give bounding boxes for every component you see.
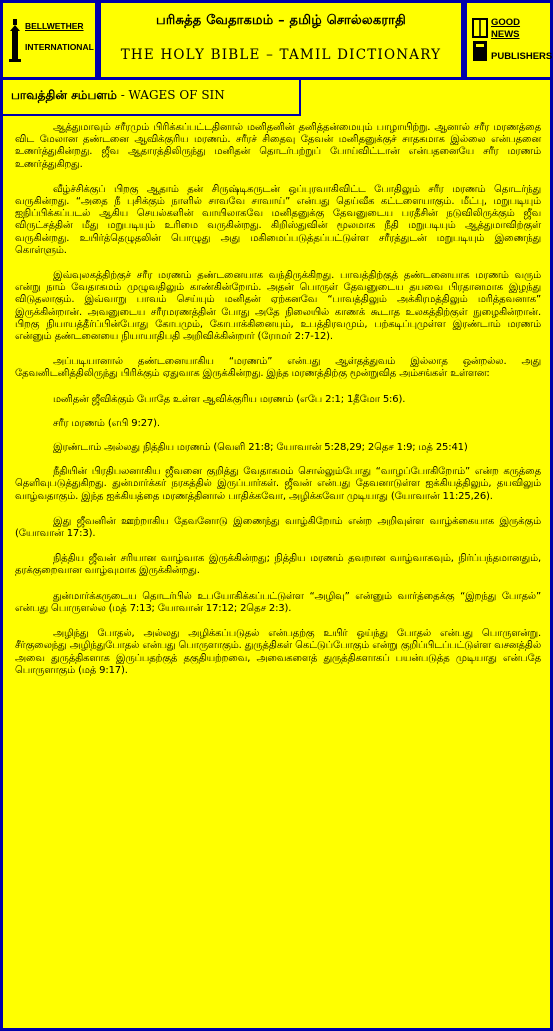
good-news-logo-line2: PUBLISHERS bbox=[491, 51, 553, 62]
good-news-logo-line1: GOOD NEWS bbox=[491, 17, 521, 40]
paragraph: வீழ்ச்சிக்குப் பிறகு ஆதாம் தன் சிருஷ்டிகருடன் ஒப்புரவாகிவிட்ட போதிலும் சரீர மரணம் தொடர்ந்து வருகின்றது. “அதை நீ புசிக்கும் நாளில் சாவவே சாவாய்” என்பது தெய்வீக கட்டளையாகும். மீட்பு, மறுபடியும் ஐநிப்பிக்கப்படல் ஆகிய செயல்களின் வாயிலாகவே மனிதனுக்கு தேவனுடைய பரதீசின் நடுவிலிருக்கும் ஜீவ விருட்சத்தின் மீது மறுபடியும் உரிமை வருகின்றது. கிறிஸ்துவின் மூலமாக நீதி மறுபடியும் ஆத்துமாவிற்குள் வருகின்றது. உயிர்த்தெழுதலின் பொழுது அது மகிமைப்படுத்தப்பட்டுள்ள சரீரத்துடன் மறுபடியும் இணைந்து கொள்ளும். bbox=[15, 183, 541, 256]
bellwether-icon bbox=[8, 19, 22, 63]
bellwether-logo-line1: BELLWETHER bbox=[25, 21, 84, 31]
paragraph: அப்படியானால் தண்டனையாகிய “மரணம்” என்பது ஆள்தத்துவம் இல்லாத ஒன்றல்ல. அது தேவனிடனித்திலிருந்து பிரிக்கும் ஏதுவாக இருக்கின்றது. இந்த மரணத்திற்கு மூன்றுவித அம்சங்கள் உள்ளன: bbox=[15, 356, 541, 380]
aspect-item: மனிதன் ஜீவிக்கும் போதே உள்ள ஆவிக்குரிய மரணம் (எபே 2:1; 1தீமோ 5:6). bbox=[53, 393, 406, 405]
paragraph: இது ஜீவனின் ஊற்றாகிய தேவனோடு இணைந்து வாழ்கிறோம் என்ற அறிவுள்ள வாழ்க்கையாக இருக்கும் (யோவான் 17:3). bbox=[15, 515, 541, 540]
good-news-logo-text bbox=[491, 17, 553, 63]
good-news-logo[interactable] bbox=[467, 3, 553, 77]
paragraph: துன்மார்க்கருடைய தொடர்பில் உபயோகிக்கப்பட்டுள்ள “அழிவு” என்னும் வார்த்தைக்கு “இறந்து போதல்” என்பது பொருளல்ல (மத் 7:13; யோவான் 17:12; 2தெச 2:3). bbox=[15, 590, 541, 614]
paragraph: அழிந்து போதல், அல்லது அழிக்கப்படுதல் என்பதற்கு உயிர் ஒய்ந்து போதல் என்பது பொருளன்று. சீர்குலைந்து அழிந்துபோதல் என்பது பொருளாகும். துருத்திகள் கெட்டுப்போகும் என்று குறிப்பிடப்பட்டுள்ள வசனத்தில் அவை துருத்திகளாக இருப்பதற்குத் தகுதியற்றவை, அவைகளைத் துருத்திகளாகப் பயன்படுத்த முடியாது என்பதே பொருளாகும் (மத் 9:17). bbox=[15, 628, 541, 676]
bellwether-logo[interactable] bbox=[3, 3, 95, 77]
aspect-item: சரீர மரணம் (எபி 9:27). bbox=[53, 417, 160, 429]
header-title-box bbox=[101, 3, 461, 77]
paragraph: நித்திய ஜீவன் சரியான வாழ்வாக இருக்கின்றது; நித்திய மரணம் தவறான வாழ்வாகவும், நிர்ப்பந்தமானதும், தரக்குறைவான வாழ்வுமாக இருக்கின்றது. bbox=[15, 553, 541, 577]
paragraph: ஆத்துமாவும் சரீரமும் பிரிக்கப்பட்டதினால் மனிதனின் தனித்தன்மையும் பாழாயிற்று. ஆனால் சரீர மரணத்தை விட மேலான தண்டனை ஆவிக்குரிய மரணம். சரீரச் சிதைவு தேவன் மனிதனுக்குச் சாதகமாக இல்லை என்பதனை உணர்த்துகின்றது. ஜீவ ஆதாரத்திலிருந்து மனிதன் தொடர்பற்றுப் போய்விட்டான் என்பதனையே சரீர மரணம் உணர்த்துகிறது. bbox=[15, 122, 541, 170]
paragraph: இவ்வுலகத்திற்குச் சரீர மரணம் தண்டனையாக வந்திருக்கிறது. பாவத்திற்குத் தண்டனையாக மரணம் வரும் என்று நாம் வேதாகமம் முழுவதிலும் காண்கின்றோம். அதன் பொருள் தேவனுடைய தயவை பிரதானமாக இழந்து விடுதலாகும். இவ்வாறு பாவம் செய்யும் மனிதன் ஏற்கனவே “பாவத்திலும் அக்கிரமத்திலும் மரித்தவனாக” இருக்கின்றான். அவனுடைய சரீரமரணத்தின் போது அதே நிலையில் காணக் கூடாத உலகத்திற்குள் நுழைகின்றான். பிறகு நியாயத்தீர்ப்பின்போது கோபமும், கோபாக்கினையும், உபத்திரவமும், பற்கடிப்புமுள்ள இரண்டாம் மரணம் என்னும் தண்டனையை நியாயாதிபதி அறிவிக்கின்றார் (ரோமர் 2:7-12). bbox=[15, 270, 541, 343]
section-title bbox=[3, 80, 301, 116]
bellwether-logo-line2: INTERNATIONAL bbox=[25, 42, 94, 52]
bellwether-logo-text bbox=[25, 21, 94, 53]
title-tamil: பரிசுத்த வேதாகமம் – தமிழ் சொல்லகராதி bbox=[156, 13, 406, 28]
article-body bbox=[15, 122, 541, 690]
title-english: THE HOLY BIBLE – TAMIL DICTIONARY bbox=[120, 47, 442, 63]
book-icon bbox=[471, 17, 489, 63]
section-title-tamil: பாவத்தின் சம்பளம் bbox=[11, 88, 117, 102]
section-title-english: - WAGES OF SIN bbox=[116, 88, 225, 102]
aspect-item: இரண்டாம் அல்லது நித்திய மரணம் (வெளி 21:8; யோவான் 5:28,29; 2தெச 1:9; மத் 25:41) bbox=[53, 442, 468, 454]
main-panel bbox=[3, 80, 550, 1028]
paragraph: நீதியின் பிரதிபலனாகிய ஜீவனை குறித்து வேதாகமம் சொல்லும்போது “வாழப்போகிறோம்” என்ற கருத்தை தெளிவுபடுத்துகிறது. துன்மார்க்கர் நரகத்தில் இருப்பார்கள். ஜீவன் என்பது தேவனாடுள்ள ஐக்கியத்திலும், தயவிலும் வாழ்வதாகும். இந்த ஐக்கியத்தை மரணத்தினால் பாதிக்கவோ, அழிக்கவோ முடியாது (யோவான் 11:25,26). bbox=[15, 466, 541, 502]
